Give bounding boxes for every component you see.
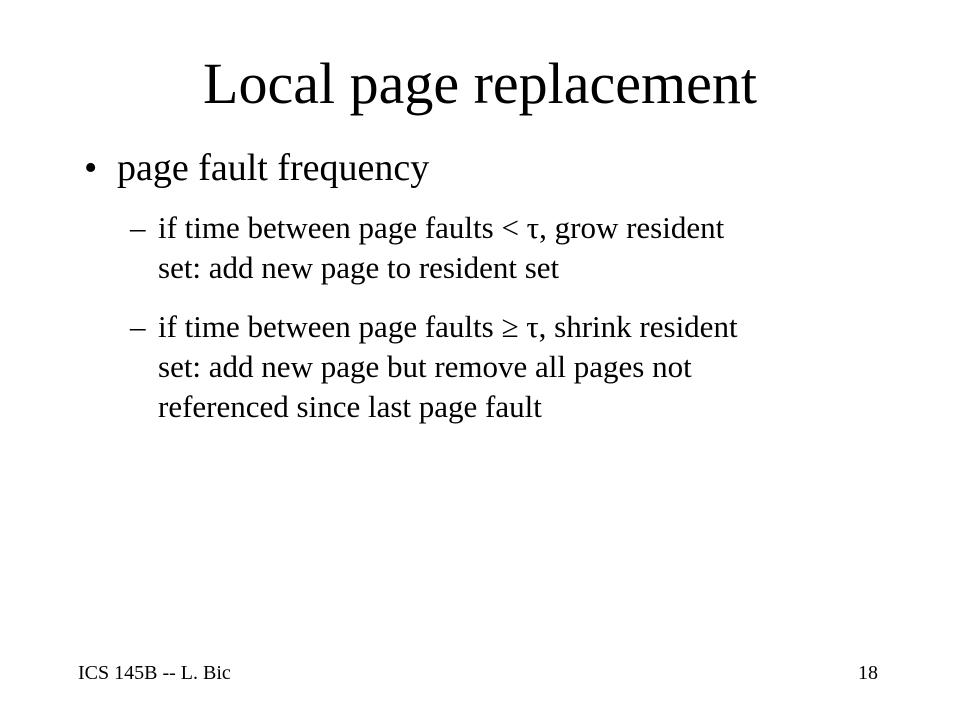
- bullet-icon: •: [84, 147, 98, 189]
- slide-title: Local page replacement: [203, 51, 757, 116]
- dash-icon: –: [130, 309, 146, 344]
- bullet-text: page fault frequency: [117, 147, 430, 189]
- sub-item-line: if time between page faults < τ, grow resident: [158, 210, 725, 245]
- sub-item-line: referenced since last page fault: [158, 389, 542, 424]
- sub-item-line: set: add new page to resident set: [158, 250, 560, 285]
- sub-item-line: if time between page faults ≥ τ, shrink resident: [158, 309, 738, 344]
- dash-icon: –: [130, 210, 146, 245]
- sub-item-line: set: add new page but remove all pages not: [158, 349, 692, 384]
- footer-course: ICS 145B -- L. Bic: [78, 662, 231, 684]
- footer-page-number: 18: [858, 662, 878, 684]
